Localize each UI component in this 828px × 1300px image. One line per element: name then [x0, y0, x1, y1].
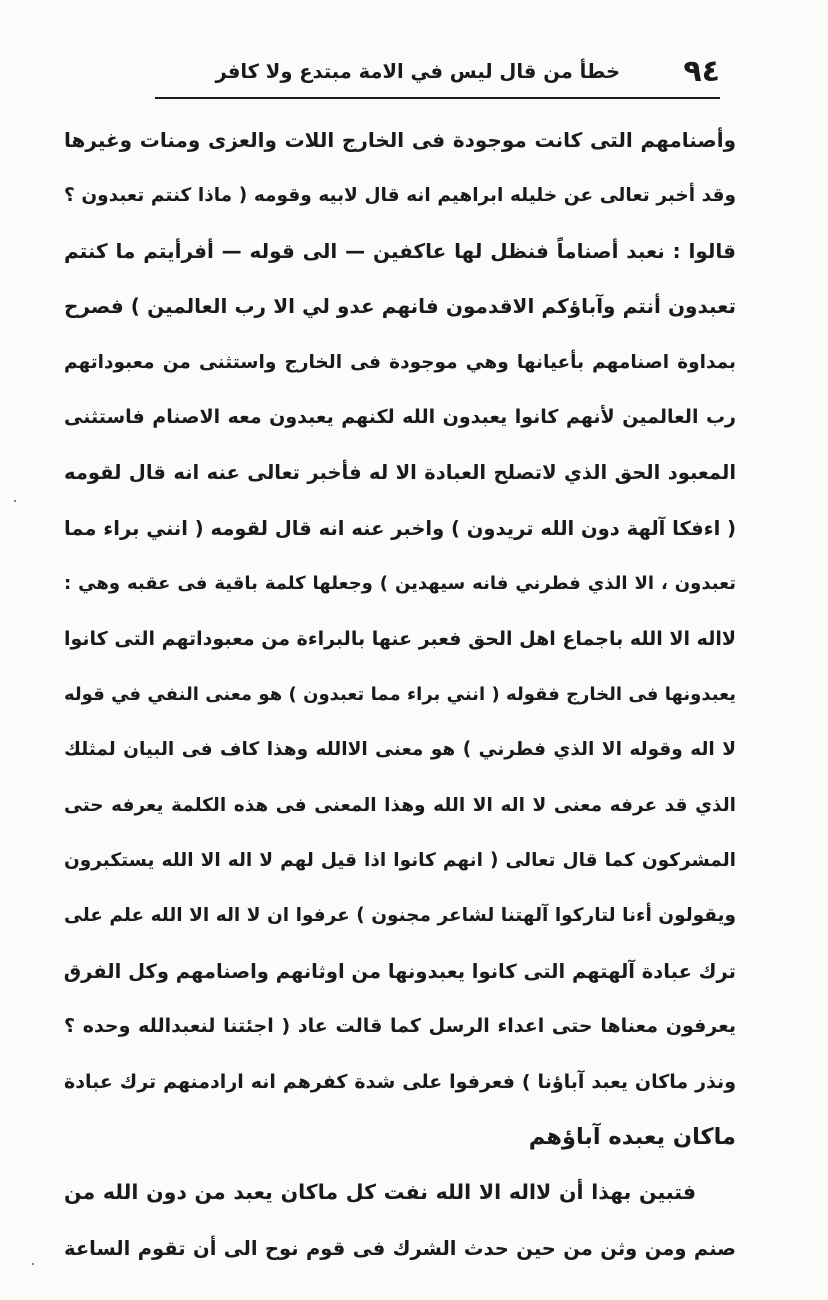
- text-line: وقد أخبر تعالى عن خليله ابراهيم انه قال لابيه وقومه ( ماذا كنتم تعبدون ؟: [64, 185, 736, 207]
- text-line: ونذر ماكان يعبد آباؤنا ) فعرفوا على شدة كفرهم انه ارادمنهم ترك عبادة: [64, 1070, 736, 1093]
- text-line: قالوا : نعبد أصناماً فنظل لها عاكفين — الى قوله — أفرأيتم ما كنتم: [64, 238, 736, 263]
- text-line: لا اله وقوله الا الذي فطرني ) هو معنى الاالله وهذا كاف فى البيان لمثلك: [64, 739, 736, 761]
- text-line: ( اءفكا آلهة دون الله تريدون ) واخبر عنه انه قال لقومه ( انني براء مما: [64, 516, 736, 540]
- running-title: خطأ من قال ليس في الامة مبتدع ولا كافر: [215, 60, 620, 83]
- text-line: تعبدون ، الا الذي فطرني فانه سيهدين ) وجعلها كلمة باقية فى عقبه وهي :: [64, 573, 736, 595]
- text-line: تعبدون أنتم وآباؤكم الاقدمون فانهم عدو لي الا رب العالمين ) فصرح: [64, 294, 736, 319]
- text-line: ماكان يعبده آباؤهم: [528, 1124, 736, 1151]
- text-line: لااله الا الله باجماع اهل الحق فعبر عنها بالبراءة من معبوداتهم التى كانوا: [64, 627, 736, 650]
- text-line: ويقولون أءنا لتاركوا آلهتنا لشاعر مجنون ) عرفوا ان لا اله الا الله علم على: [64, 905, 736, 927]
- text-line: يعرفون معناها حتى اعداء الرسل كما قالت عاد ( اجئتنا لنعبدالله وحده ؟: [64, 1015, 736, 1038]
- page-number: ٩٤: [683, 54, 720, 89]
- scan-speck: [32, 1263, 34, 1265]
- page-header: [200, 52, 720, 96]
- text-line: يعبدونها فى الخارج فقوله ( انني براء مما تعبدون ) هو معنى النفي في قوله: [64, 683, 736, 705]
- text-line: صنم ومن وثن من حين حدث الشرك فى قوم نوح الى أن تقوم الساعة: [64, 1236, 736, 1260]
- text-line: فتبين بهذا أن لااله الا الله نفت كل ماكان يعبد من دون الله من: [64, 1180, 696, 1205]
- text-line: وأصنامهم التى كانت موجودة فى الخارج اللات والعزى ومنات وغيرها: [64, 128, 736, 152]
- text-line: رب العالمين لأنهم كانوا يعبدون الله لكنهم يعبدون معه الاصنام فاستثنى: [64, 405, 736, 428]
- text-line: المعبود الحق الذي لاتصلح العبادة الا له فأخبر تعالى عنه انه قال لقومه: [64, 461, 736, 485]
- text-line: الذي قد عرفه معنى لا اله الا الله وهذا المعنى فى هذه الكلمة يعرفه حتى: [64, 794, 736, 816]
- text-line: ترك عبادة آلهتهم التى كانوا يعبدونها من اوثانهم واصنامهم وكل الفرق: [64, 959, 736, 983]
- text-line: بمداوة اصنامهم بأعيانها وهي موجودة فى الخارج واستثنى من معبوداتهم: [64, 351, 736, 373]
- header-rule: [155, 97, 720, 99]
- text-line: المشركون كما قال تعالى ( انهم كانوا اذا قيل لهم لا اله الا الله يستكبرون: [64, 850, 736, 872]
- body-text: [64, 113, 736, 1276]
- scan-speck: [14, 500, 16, 502]
